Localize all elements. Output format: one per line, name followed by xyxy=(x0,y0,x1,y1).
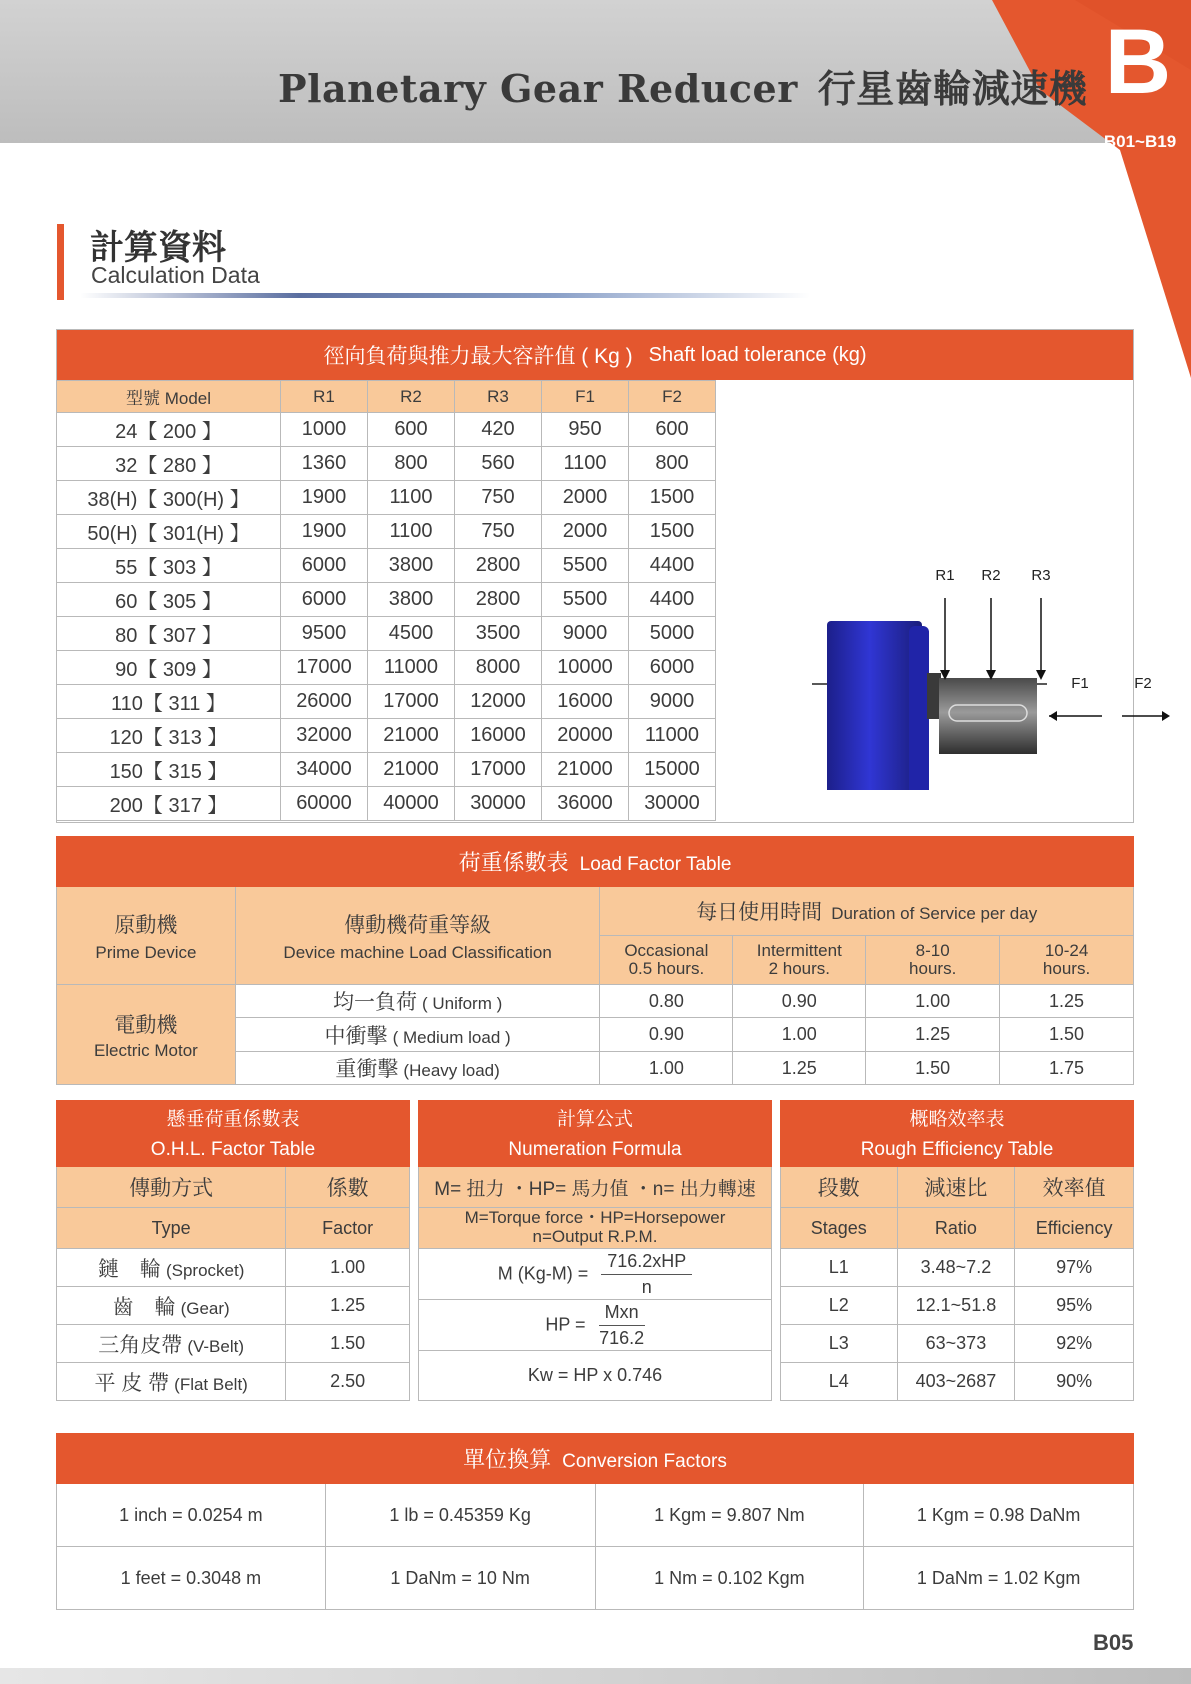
table-row xyxy=(57,617,716,651)
model-cell: 50(H)【 301(H) 】 xyxy=(57,515,281,549)
eff-ratio-cell: 12.1~51.8 xyxy=(897,1287,1015,1325)
eff-value-cell: 95% xyxy=(1015,1287,1134,1325)
table-row xyxy=(57,1484,1134,1547)
formula-hp-num: Mxn xyxy=(599,1302,645,1326)
load-factor-block xyxy=(56,836,1134,1085)
duration-1-l2: 2 hours. xyxy=(768,959,830,978)
section-accent-bar xyxy=(57,224,64,300)
eff-ratio-cell: 3.48~7.2 xyxy=(897,1249,1015,1287)
section-title-zh: 計算資料 xyxy=(90,229,226,267)
table-row xyxy=(57,651,716,685)
col-f1: F1 xyxy=(542,381,629,413)
formula-hp-den: 716.2 xyxy=(599,1327,645,1348)
ohl-factor-table xyxy=(56,1100,410,1401)
eff-h-en-1: Ratio xyxy=(897,1208,1015,1249)
ohl-factor-cell: 1.00 xyxy=(286,1249,410,1287)
duration-0-l2: 0.5 hours. xyxy=(628,959,705,978)
value-cell: 600 xyxy=(368,413,455,447)
value-cell: 1100 xyxy=(368,481,455,515)
ohl-type-en-text: (Gear) xyxy=(180,1298,230,1318)
value-cell: 36000 xyxy=(542,787,629,821)
section-underline xyxy=(80,293,810,298)
value-cell: 11000 xyxy=(368,651,455,685)
eff-stage-cell: L1 xyxy=(781,1249,898,1287)
class-en: Device machine Load Classification xyxy=(283,942,552,962)
value-cell: 32000 xyxy=(281,719,368,753)
motor-en: Electric Motor xyxy=(93,1040,198,1060)
duration-en: Duration of Service per day xyxy=(831,904,1038,923)
lf-2-3: 1.75 xyxy=(1000,1052,1134,1085)
table-row xyxy=(781,1249,1134,1287)
table-row xyxy=(781,1363,1134,1401)
ohl-factor-en: Factor xyxy=(286,1208,410,1249)
table-row xyxy=(781,1287,1134,1325)
model-cell: 55【 303 】 xyxy=(57,549,281,583)
eff-h-en-0: Stages xyxy=(781,1208,898,1249)
value-cell: 1500 xyxy=(629,515,716,549)
lf-row-0-en: ( Uniform ) xyxy=(421,994,503,1013)
label-r2: R2 xyxy=(981,567,1001,584)
title-zh: 行星齒輪減速機 xyxy=(817,67,1088,111)
eff-stage-cell: L2 xyxy=(781,1287,898,1325)
formula-hp xyxy=(419,1300,772,1351)
lf-1-1: 1.00 xyxy=(733,1018,866,1052)
value-cell: 3800 xyxy=(368,549,455,583)
value-cell: 9000 xyxy=(542,617,629,651)
conv-title-zh: 單位換算 xyxy=(463,1447,552,1472)
formula-m-den: n xyxy=(641,1276,652,1297)
conversion-cell: 1 DaNm = 10 Nm xyxy=(325,1547,595,1610)
conversion-cell: 1 Kgm = 9.807 Nm xyxy=(595,1484,864,1547)
page-title xyxy=(278,58,1087,113)
page-number: B05 xyxy=(1093,1630,1134,1655)
section-letter: B xyxy=(1104,11,1172,113)
model-cell: 32【 280 】 xyxy=(57,447,281,481)
conversion-cell: 1 DaNm = 1.02 Kgm xyxy=(864,1547,1134,1610)
lf-1-3: 1.50 xyxy=(1000,1018,1134,1052)
shaft-load-title xyxy=(57,330,1133,380)
ohl-type-zh-text: 三角皮帶 xyxy=(98,1333,183,1357)
table-row xyxy=(57,1249,410,1287)
eff-value-cell: 90% xyxy=(1015,1363,1134,1401)
load-factor-title-row xyxy=(57,837,1134,887)
shaft-load-table xyxy=(56,380,716,821)
col-r1: R1 xyxy=(281,381,368,413)
model-cell: 200【 317 】 xyxy=(57,787,281,821)
formula-legend-en-2: n=Output R.P.M. xyxy=(532,1227,658,1246)
lf-0-1: 0.90 xyxy=(733,985,866,1018)
section-range: B01~B19 xyxy=(1103,132,1177,151)
value-cell: 5000 xyxy=(629,617,716,651)
table-row xyxy=(57,481,716,515)
lf-row-1-en: ( Medium load ) xyxy=(392,1027,511,1047)
value-cell: 2000 xyxy=(542,481,629,515)
conversion-cell: 1 feet = 0.3048 m xyxy=(57,1547,326,1610)
label-f2: F2 xyxy=(1134,675,1152,692)
value-cell: 21000 xyxy=(368,719,455,753)
value-cell: 1900 xyxy=(281,481,368,515)
col-r2: R2 xyxy=(368,381,455,413)
table-row xyxy=(57,447,716,481)
value-cell: 750 xyxy=(455,481,542,515)
value-cell: 750 xyxy=(455,515,542,549)
formula-legend-zh: M= 扭力 ・HP= 馬力值 ・n= 出力轉速 xyxy=(419,1167,772,1208)
table-row xyxy=(57,753,716,787)
table-row xyxy=(57,583,716,617)
efficiency-block xyxy=(780,1100,1134,1401)
ohl-title-zh: 懸垂荷重係數表 xyxy=(57,1101,410,1134)
eff-title-en: Rough Efficiency Table xyxy=(781,1134,1134,1167)
shaft-title-en: Shaft load tolerance (kg) xyxy=(648,343,867,366)
value-cell: 4400 xyxy=(629,549,716,583)
model-cell: 80【 307 】 xyxy=(57,617,281,651)
value-cell: 3800 xyxy=(368,583,455,617)
value-cell: 21000 xyxy=(368,753,455,787)
value-cell: 17000 xyxy=(368,685,455,719)
class-zh: 傳動機荷重等級 xyxy=(344,913,492,937)
value-cell: 9000 xyxy=(629,685,716,719)
value-cell: 950 xyxy=(542,413,629,447)
lf-title-zh: 荷重係數表 xyxy=(458,850,569,875)
ohl-factor-cell: 2.50 xyxy=(286,1363,410,1401)
formula-hp-lhs: HP = xyxy=(545,1313,586,1334)
conversion-block xyxy=(56,1433,1134,1610)
lf-row-1-zh: 中衝擊 xyxy=(324,1024,388,1048)
eff-ratio-cell: 63~373 xyxy=(897,1325,1015,1363)
motor-zh: 電動機 xyxy=(114,1013,178,1037)
lf-title-en: Load Factor Table xyxy=(579,854,732,875)
table-row xyxy=(57,1325,410,1363)
lf-2-2: 1.50 xyxy=(866,1052,1000,1085)
value-cell: 8000 xyxy=(455,651,542,685)
duration-2-l2: hours. xyxy=(909,959,957,978)
col-f2: F2 xyxy=(629,381,716,413)
value-cell: 34000 xyxy=(281,753,368,787)
ohl-type-en-text: (V-Belt) xyxy=(187,1336,244,1356)
value-cell: 4500 xyxy=(368,617,455,651)
ohl-type-en: Type xyxy=(57,1208,286,1249)
lf-row-2-zh: 重衝擊 xyxy=(335,1058,399,1081)
eff-h-zh-0: 段數 xyxy=(781,1167,898,1208)
value-cell: 2000 xyxy=(542,515,629,549)
load-factor-table xyxy=(56,836,1134,1085)
value-cell: 30000 xyxy=(629,787,716,821)
table-row xyxy=(57,685,716,719)
ohl-type-zh-text: 鏈 輪 xyxy=(97,1257,161,1281)
model-cell: 110【 311 】 xyxy=(57,685,281,719)
eff-h-zh-2: 效率值 xyxy=(1015,1167,1134,1208)
prime-zh: 原動機 xyxy=(114,913,178,937)
ohl-type-en-text: (Flat Belt) xyxy=(174,1374,248,1394)
value-cell: 4400 xyxy=(629,583,716,617)
value-cell: 1900 xyxy=(281,515,368,549)
ohl-type-zh-text: 齒 輪 xyxy=(112,1295,176,1319)
model-cell: 24【 200 】 xyxy=(57,413,281,447)
shaft-title-zh: 徑向負荷與推力最大容許值 ( Kg ) xyxy=(323,345,633,368)
value-cell: 6000 xyxy=(629,651,716,685)
value-cell: 800 xyxy=(629,447,716,481)
conversion-cell: 1 Nm = 0.102 Kgm xyxy=(595,1547,864,1610)
value-cell: 16000 xyxy=(542,685,629,719)
formula-kw: Kw = HP x 0.746 xyxy=(419,1351,772,1401)
value-cell: 800 xyxy=(368,447,455,481)
table-row xyxy=(57,549,716,583)
ohl-type-cell xyxy=(57,1287,286,1325)
ohl-factor-zh: 係數 xyxy=(286,1167,410,1208)
ohl-type-en-text: (Sprocket) xyxy=(165,1260,245,1280)
prime-en: Prime Device xyxy=(95,942,197,962)
model-cell: 38(H)【 300(H) 】 xyxy=(57,481,281,515)
value-cell: 5500 xyxy=(542,583,629,617)
motor-flange xyxy=(909,626,929,790)
ohl-title-en: O.H.L. Factor Table xyxy=(57,1134,410,1167)
ohl-type-zh-text: 平 皮 帶 xyxy=(94,1371,170,1395)
eff-ratio-cell: 403~2687 xyxy=(897,1363,1015,1401)
eff-title-zh: 概略效率表 xyxy=(781,1101,1134,1134)
ohl-factor-cell: 1.50 xyxy=(286,1325,410,1363)
ohl-type-cell xyxy=(57,1363,286,1401)
duration-0-l1: Occasional xyxy=(624,941,709,961)
title-en: Planetary Gear Reducer xyxy=(278,66,798,111)
conversion-table xyxy=(56,1433,1134,1610)
lf-1-0: 0.90 xyxy=(600,1018,733,1052)
ohl-factor-block xyxy=(56,1100,410,1401)
table-row xyxy=(57,515,716,549)
value-cell: 1360 xyxy=(281,447,368,481)
ohl-type-cell xyxy=(57,1249,286,1287)
value-cell: 1000 xyxy=(281,413,368,447)
lf-0-0: 0.80 xyxy=(600,985,733,1018)
table-row xyxy=(57,1363,410,1401)
label-f1: F1 xyxy=(1071,675,1089,692)
label-r3: R3 xyxy=(1031,567,1051,584)
value-cell: 16000 xyxy=(455,719,542,753)
model-cell: 150【 315 】 xyxy=(57,753,281,787)
duration-2-l1: 8-10 xyxy=(915,941,950,961)
conv-title-en: Conversion Factors xyxy=(562,1451,727,1472)
table-header-row xyxy=(57,381,716,413)
model-cell: 90【 309 】 xyxy=(57,651,281,685)
value-cell: 30000 xyxy=(455,787,542,821)
lf-2-1: 1.25 xyxy=(733,1052,866,1085)
value-cell: 1100 xyxy=(368,515,455,549)
lf-row-0-zh: 均一負荷 xyxy=(332,991,417,1014)
lf-0-2: 1.00 xyxy=(866,985,1000,1018)
conversion-cell: 1 inch = 0.0254 m xyxy=(57,1484,326,1547)
value-cell: 560 xyxy=(455,447,542,481)
value-cell: 17000 xyxy=(281,651,368,685)
value-cell: 10000 xyxy=(542,651,629,685)
conversion-cell: 1 Kgm = 0.98 DaNm xyxy=(864,1484,1134,1547)
lf-row-2-en: (Heavy load) xyxy=(403,1061,500,1080)
formula-legend-en-1: M=Torque force・HP=Horsepower xyxy=(464,1208,726,1228)
motor-body xyxy=(827,621,922,790)
shaft-collar xyxy=(927,673,941,719)
value-cell: 420 xyxy=(455,413,542,447)
section-title-en: Calculation Data xyxy=(91,262,260,288)
formula-title-en: Numeration Formula xyxy=(419,1134,772,1167)
table-row xyxy=(57,985,1134,1018)
value-cell: 6000 xyxy=(281,549,368,583)
value-cell: 1500 xyxy=(629,481,716,515)
formula-m-num: 716.2xHP xyxy=(601,1251,692,1275)
value-cell: 9500 xyxy=(281,617,368,651)
eff-stage-cell: L3 xyxy=(781,1325,898,1363)
lf-header-row-1 xyxy=(57,887,1134,936)
eff-h-en-2: Efficiency xyxy=(1015,1208,1134,1249)
duration-3-l2: hours. xyxy=(1042,959,1091,978)
value-cell: 40000 xyxy=(368,787,455,821)
duration-1-l1: Intermittent xyxy=(756,941,842,961)
table-row xyxy=(57,1287,410,1325)
value-cell: 6000 xyxy=(281,583,368,617)
duration-zh: 每日使用時間 xyxy=(696,901,823,924)
value-cell: 60000 xyxy=(281,787,368,821)
col-model: 型號 Model xyxy=(57,381,281,413)
conversion-cell: 1 lb = 0.45359 Kg xyxy=(325,1484,595,1547)
eff-value-cell: 92% xyxy=(1015,1325,1134,1363)
value-cell: 21000 xyxy=(542,753,629,787)
table-row xyxy=(57,1547,1134,1610)
model-cell: 120【 313 】 xyxy=(57,719,281,753)
ohl-type-zh: 傳動方式 xyxy=(57,1167,286,1208)
eff-stage-cell: L4 xyxy=(781,1363,898,1401)
model-cell: 60【 305 】 xyxy=(57,583,281,617)
value-cell: 2800 xyxy=(455,549,542,583)
table-row xyxy=(57,787,716,821)
lf-0-3: 1.25 xyxy=(1000,985,1134,1018)
shaft-load-diagram xyxy=(747,420,1177,790)
lf-1-2: 1.25 xyxy=(866,1018,1000,1052)
duration-3-l1: 10-24 xyxy=(1044,941,1089,961)
formula-table xyxy=(418,1100,772,1401)
value-cell: 17000 xyxy=(455,753,542,787)
efficiency-table xyxy=(780,1100,1134,1401)
ohl-factor-cell: 1.25 xyxy=(286,1287,410,1325)
eff-h-zh-1: 減速比 xyxy=(897,1167,1015,1208)
formula-title-zh: 計算公式 xyxy=(419,1101,772,1134)
value-cell: 3500 xyxy=(455,617,542,651)
value-cell: 2800 xyxy=(455,583,542,617)
table-row xyxy=(781,1325,1134,1363)
value-cell: 12000 xyxy=(455,685,542,719)
output-shaft xyxy=(939,678,1037,754)
value-cell: 5500 xyxy=(542,549,629,583)
value-cell: 15000 xyxy=(629,753,716,787)
value-cell: 26000 xyxy=(281,685,368,719)
table-row xyxy=(57,413,716,447)
value-cell: 600 xyxy=(629,413,716,447)
eff-value-cell: 97% xyxy=(1015,1249,1134,1287)
formula-m-lhs: M (Kg-M) = xyxy=(497,1262,589,1283)
label-r1: R1 xyxy=(935,567,955,584)
shaft-load-block xyxy=(56,329,1152,823)
formula-block xyxy=(418,1100,772,1401)
value-cell: 1100 xyxy=(542,447,629,481)
col-r3: R3 xyxy=(455,381,542,413)
footer-band xyxy=(0,1668,1191,1684)
ohl-type-cell xyxy=(57,1325,286,1363)
formula-m xyxy=(419,1249,772,1300)
value-cell: 11000 xyxy=(629,719,716,753)
lf-2-0: 1.00 xyxy=(600,1052,733,1085)
value-cell: 20000 xyxy=(542,719,629,753)
table-row xyxy=(57,719,716,753)
